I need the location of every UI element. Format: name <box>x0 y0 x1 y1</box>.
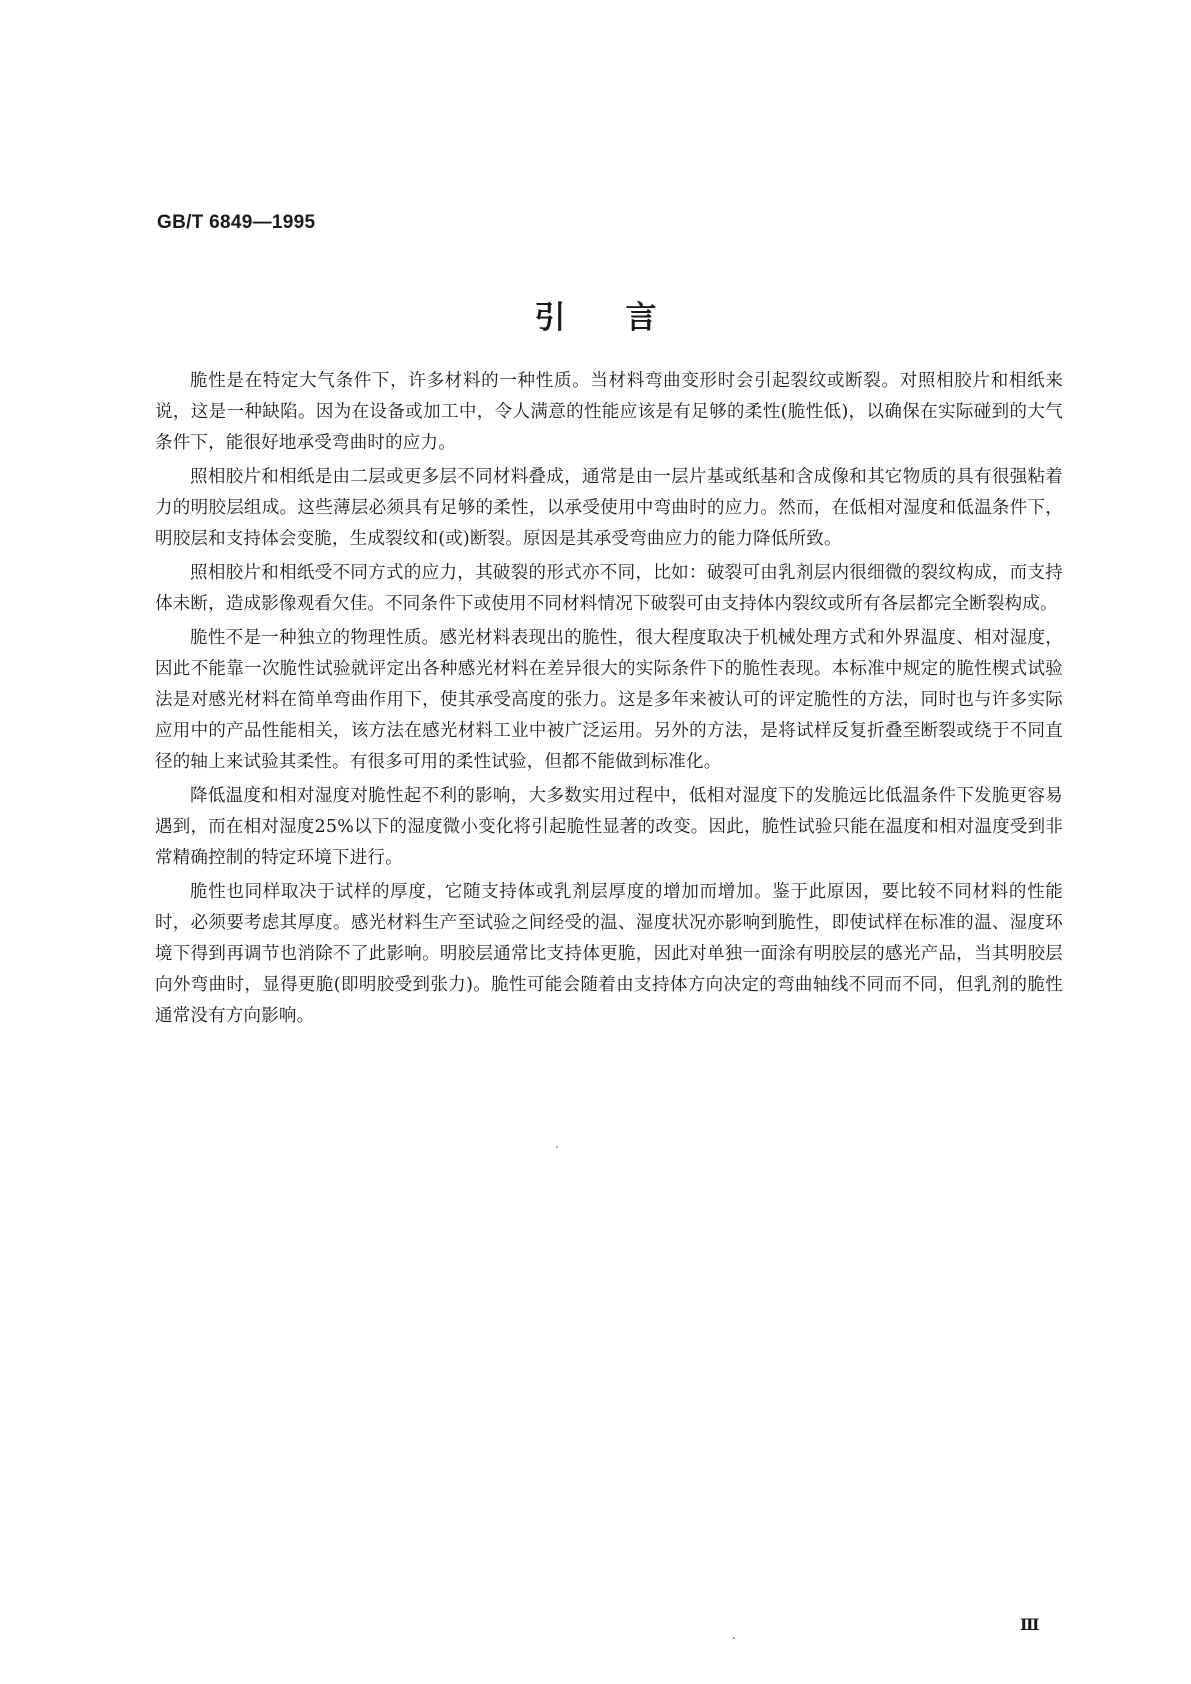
paragraph-1: 脆性是在特定大气条件下，许多材料的一种性质。当材料弯曲变形时会引起裂纹或断裂。对照相胶片和相纸来说，这是一种缺陷。因为在设备或加工中，令人满意的性能应该是有足够的柔性(脆性低)，以确保在实际碰到的大气条件下，能很好地承受弯曲时的应力。 <box>155 371 1063 453</box>
page-number: Ⅲ <box>1020 1617 1040 1634</box>
standard-code: GB/T 6849—1995 <box>157 212 316 233</box>
scan-speck <box>733 1637 735 1639</box>
scan-speck <box>556 1146 558 1148</box>
paragraph-5: 降低温度和相对湿度对脆性起不利的影响，大多数实用过程中，低相对湿度下的发脆远比低温条件下发脆更容易遇到，而在相对湿度25%以下的湿度微小变化将引起脆性显著的改变。因此，脆性试验只能在温度和相对温度受到非常精确控制的特定环境下进行。 <box>155 786 1063 868</box>
page-title: 引言 <box>534 300 717 336</box>
paragraph-4: 脆性不是一种独立的物理性质。感光材料表现出的脆性，很大程度取决于机械处理方式和外界温度、相对湿度，因此不能靠一次脆性试验就评定出各种感光材料在差异很大的实际条件下的脆性表现。本标准中规定的脆性楔式试验法是对感光材料在简单弯曲作用下，使其承受高度的张力。这是多年来被认可的评定脆性的方法，同时也与许多实际应用中的产品性能相关，该方法在感光材料工业中被广泛运用。另外的方法，是将试样反复折叠至断裂或绕于不同直径的轴上来试验其柔性。有很多可用的柔性试验，但都不能做到标准化。 <box>155 628 1063 772</box>
document-body <box>155 366 1063 1035</box>
paragraph-2: 照相胶片和相纸是由二层或更多层不同材料叠成，通常是由一层片基或纸基和含成像和其它物质的具有很强粘着力的明胶层组成。这些薄层必须具有足够的柔性，以承受使用中弯曲时的应力。然而，在低相对湿度和低温条件下，明胶层和支持体会变脆，生成裂纹和(或)断裂。原因是其承受弯曲应力的能力降低所致。 <box>155 467 1063 549</box>
paragraph-3: 照相胶片和相纸受不同方式的应力，其破裂的形式亦不同，比如：破裂可由乳剂层内很细微的裂纹构成，而支持体未断，造成影像观看欠佳。不同条件下或使用不同材料情况下破裂可由支持体内裂纹或所有各层都完全断裂构成。 <box>155 563 1063 614</box>
paragraph-6: 脆性也同样取决于试样的厚度，它随支持体或乳剂层厚度的增加而增加。鉴于此原因，要比较不同材料的性能时，必须要考虑其厚度。感光材料生产至试验之间经受的温、湿度状况亦影响到脆性，即使试样在标准的温、湿度环境下得到再调节也消除不了此影响。明胶层通常比支持体更脆，因此对单独一面涂有明胶层的感光产品，当其明胶层向外弯曲时，显得更脆(即明胶受到张力)。脆性可能会随着由支持体方向决定的弯曲轴线不同而不同，但乳剂的脆性通常没有方向影响。 <box>155 882 1063 1026</box>
